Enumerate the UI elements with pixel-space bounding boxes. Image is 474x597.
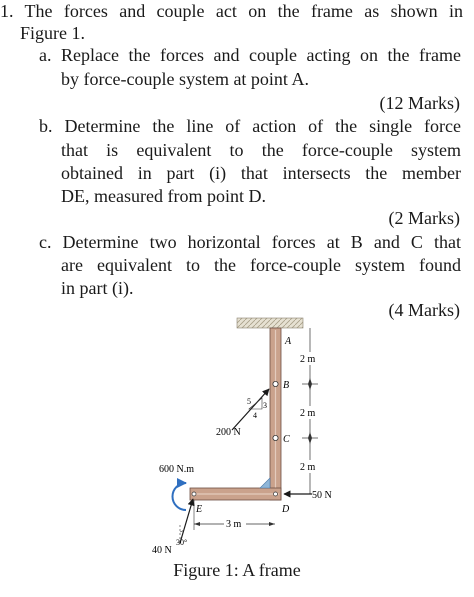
part-b-line-2: that is equivalent to the force-couple system: [61, 140, 461, 160]
force-40n-label: 40 N: [152, 545, 172, 556]
dim-cd: 2 m: [300, 462, 316, 473]
force-40n-arrow: [180, 499, 193, 543]
pin-d: [274, 492, 278, 496]
part-c-line-2: are equivalent to the force-couple system found: [61, 255, 461, 275]
label-e: E: [196, 504, 203, 515]
pin-e: [192, 492, 196, 496]
part-a-marks: (12 Marks): [379, 93, 460, 113]
couple-600nm-label: 600 N.m: [159, 464, 194, 475]
slope-5: 5: [247, 397, 251, 406]
part-b-line-1: b. Determine the line of action of the single force: [39, 116, 461, 136]
part-c-marks: (4 Marks): [388, 300, 460, 320]
angle-30: 30°: [176, 538, 188, 547]
part-c-line-3: in part (i).: [61, 278, 134, 298]
part-b-line-4: DE, measured from point D.: [61, 186, 266, 206]
part-b-line-3: obtained in part (i) that intersects the member: [61, 163, 461, 183]
pin-c: [273, 435, 278, 440]
dim-ed: 3 m: [226, 519, 242, 530]
label-a: A: [285, 336, 292, 347]
dim-ab: 2 m: [300, 354, 316, 365]
force-200n-label: 200 N: [216, 427, 241, 438]
part-b-marks: (2 Marks): [388, 208, 460, 228]
dim-bc: 2 m: [300, 408, 316, 419]
part-c-line-1: c. Determine two horizontal forces at B and C that: [39, 232, 461, 252]
question-1-line-1: 1. The forces and couple act on the frame as shown in: [0, 1, 463, 21]
figure-caption: Figure 1: A frame: [173, 560, 301, 580]
slope-4: 4: [253, 411, 257, 420]
force-50n-label: 50 N: [312, 490, 332, 501]
pin-b: [273, 381, 278, 386]
label-c: C: [283, 434, 290, 445]
question-1-line-2: Figure 1.: [20, 23, 85, 43]
label-b: B: [283, 380, 290, 391]
couple-600nm-arrow: [173, 483, 187, 510]
ceiling-support: [237, 318, 303, 328]
label-d: D: [282, 504, 290, 515]
part-a-line-1: a. Replace the forces and couple acting on the frame: [39, 45, 461, 65]
slope-3: 3: [263, 401, 267, 410]
part-a-line-2: by force-couple system at point A.: [61, 69, 309, 89]
